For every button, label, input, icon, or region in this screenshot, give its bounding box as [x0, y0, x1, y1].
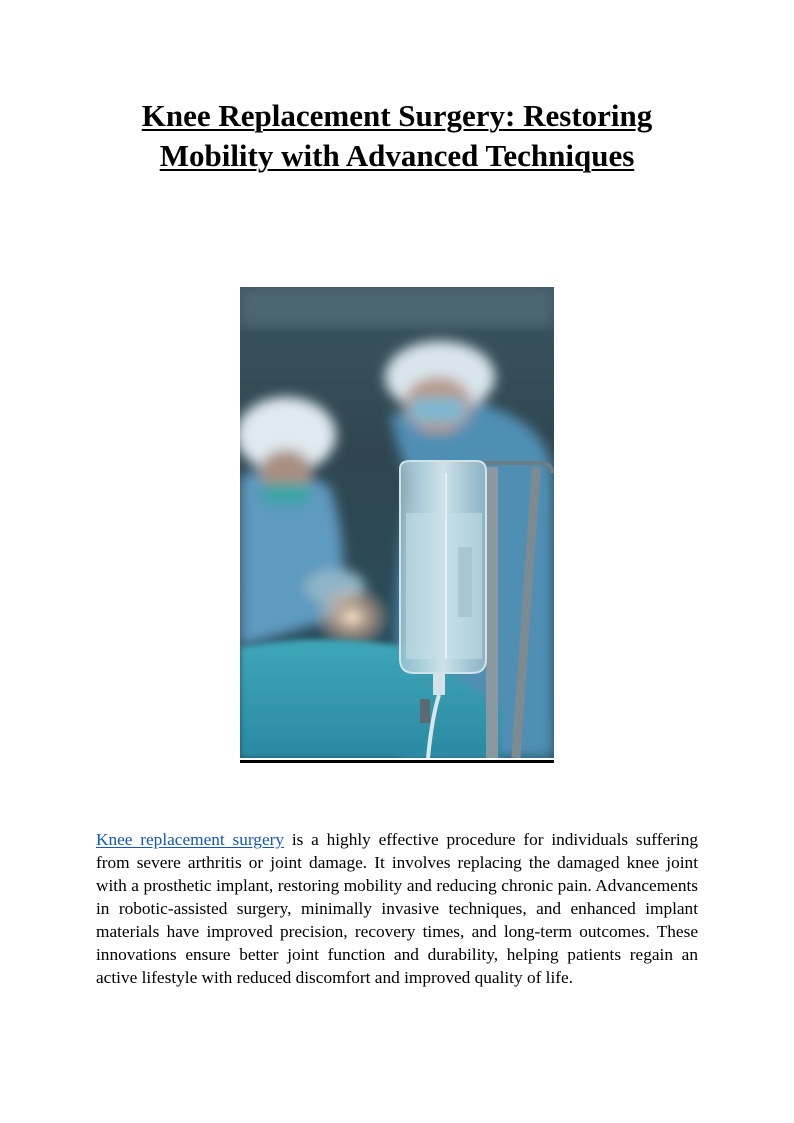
operating-room-illustration	[240, 287, 554, 758]
body-paragraph	[96, 828, 698, 989]
surgery-photo	[240, 287, 554, 758]
image-divider	[240, 760, 554, 763]
paragraph-text: is a highly effective procedure for individuals suffering from severe arthritis or joint damage. It involves replacing the damaged knee joint with a prosthetic implant, restoring mobility and reducing chronic pain. Advancements in robotic-assisted surgery, minimally invasive techniques, and enhanced implant materials have improved precision, recovery times, and long-term outcomes. These innovations ensure better joint function and durability, helping patients regain an active lifestyle with reduced discomfort and improved quality of life.	[96, 830, 698, 987]
knee-replacement-link[interactable]: Knee replacement surgery	[96, 830, 285, 849]
page-title: Knee Replacement Surgery: Restoring Mobility with Advanced Techniques	[141, 98, 653, 173]
